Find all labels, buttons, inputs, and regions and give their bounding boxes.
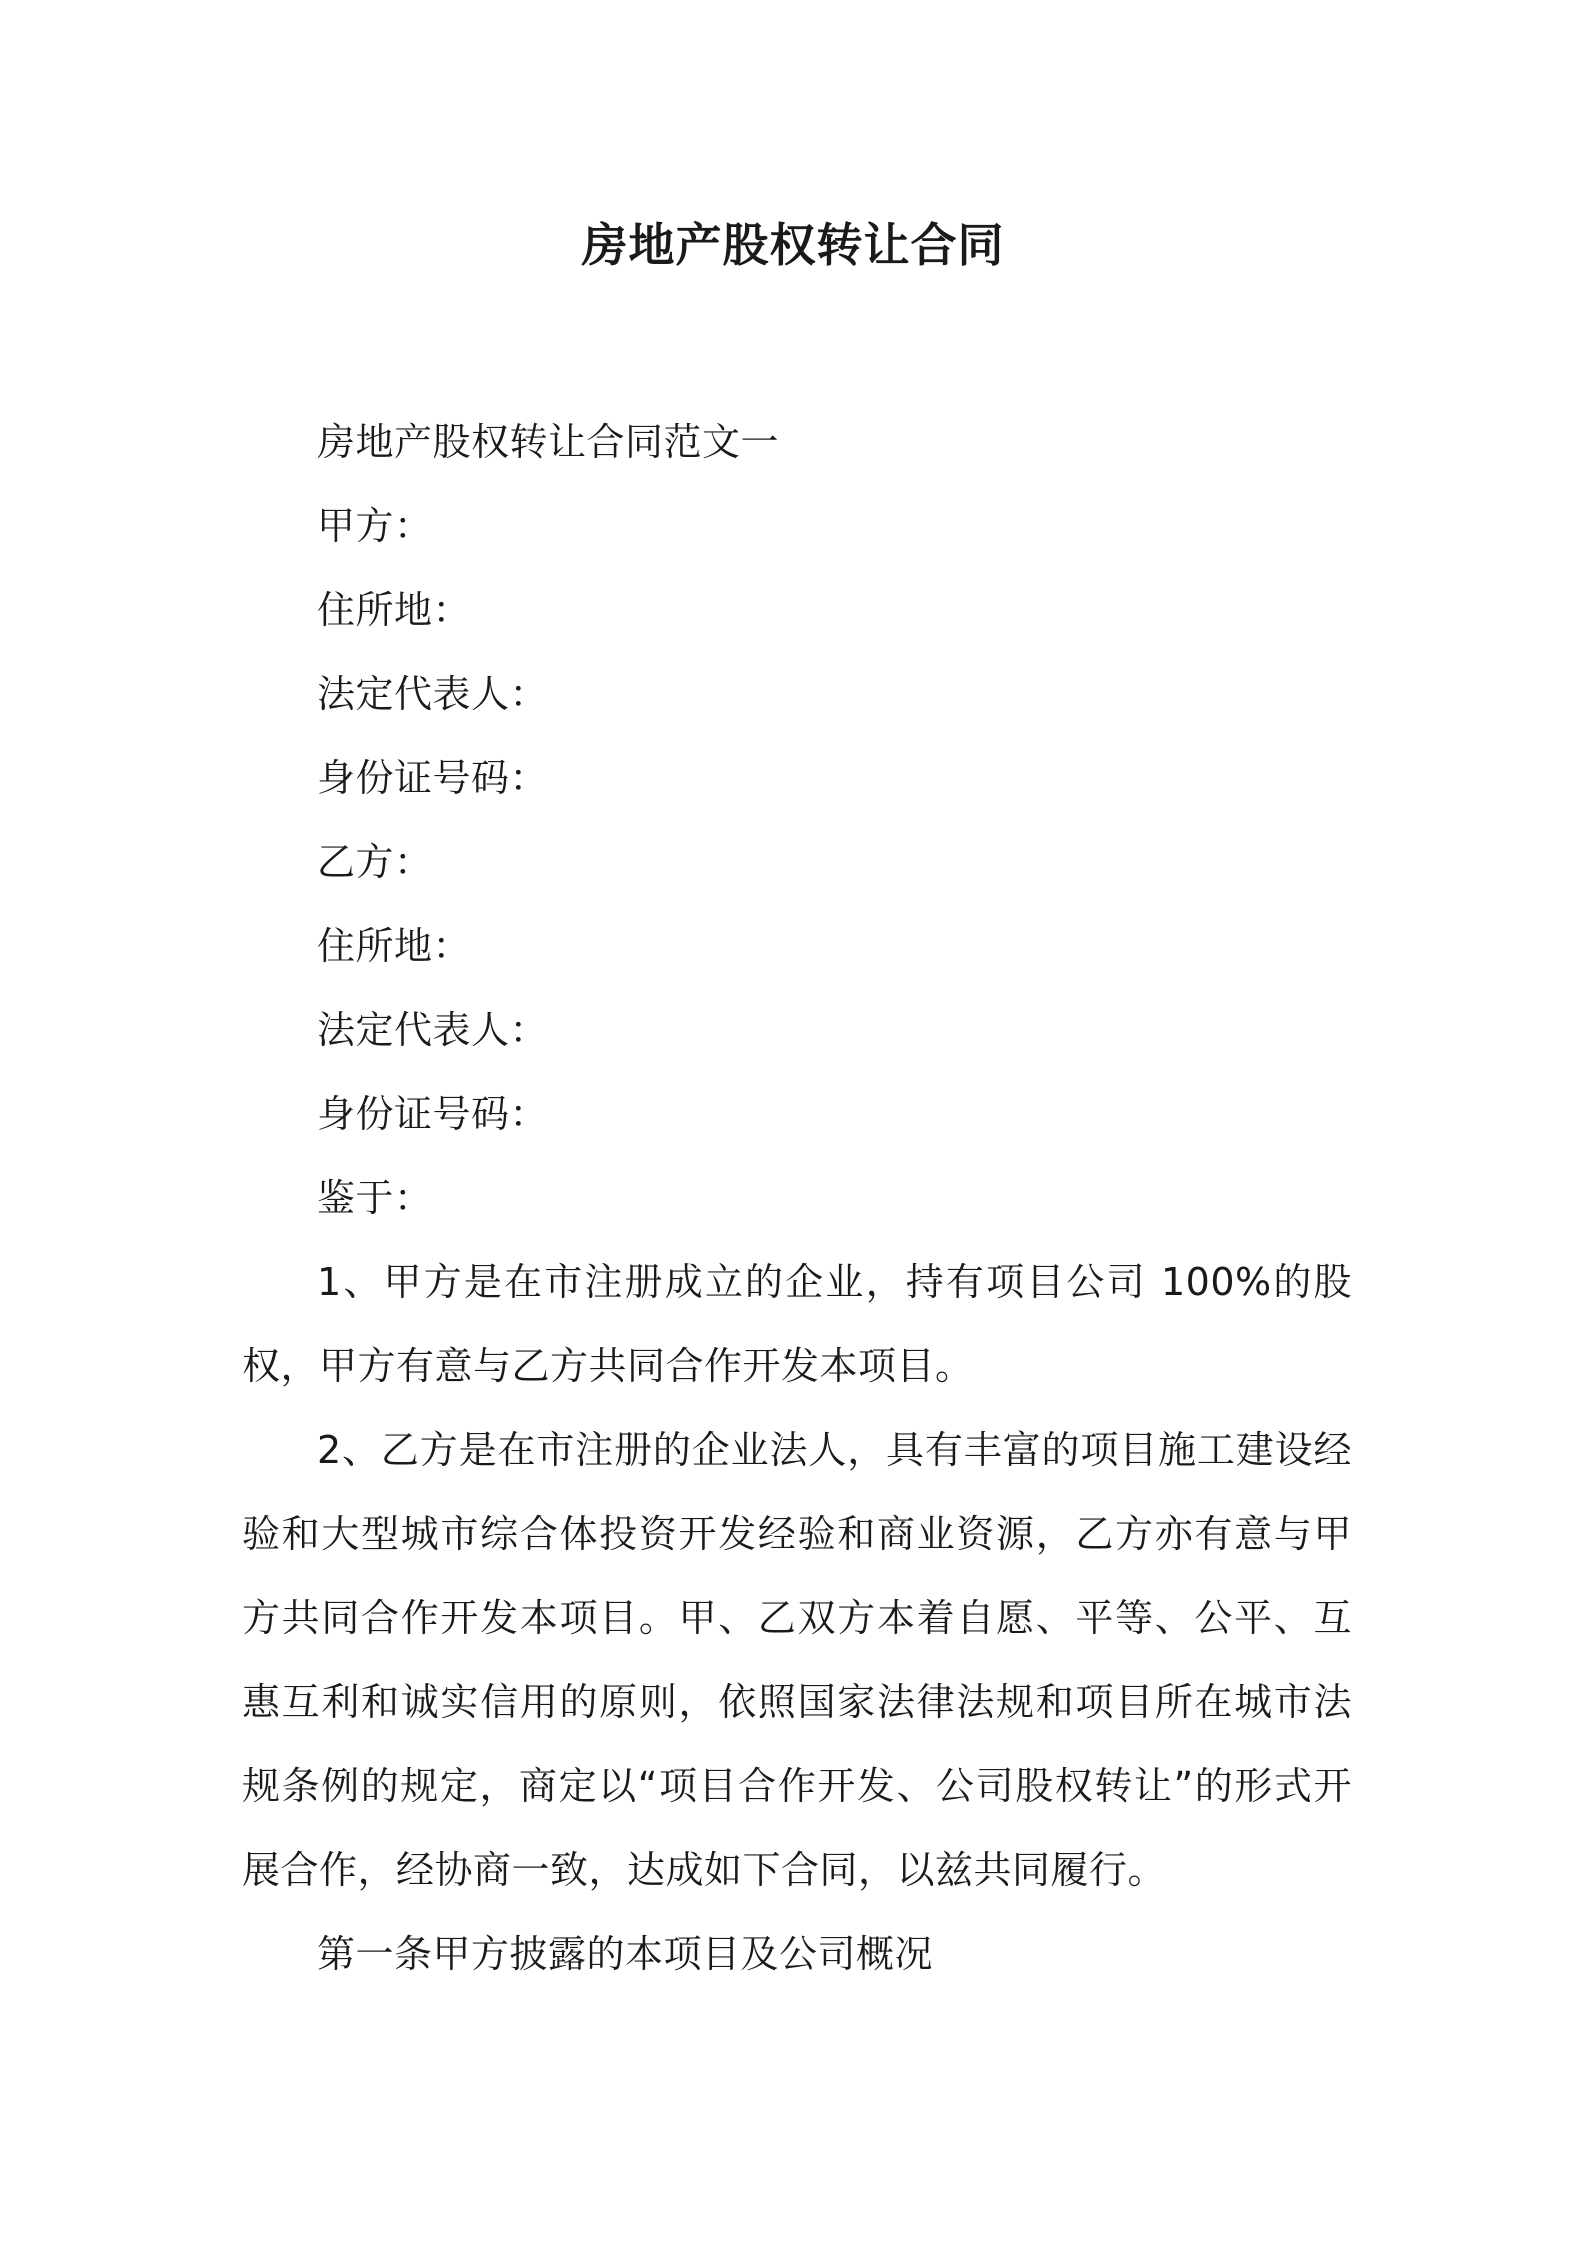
party-b-legal-rep: 法定代表人： bbox=[317, 1008, 549, 1052]
article-1-heading: 第一条甲方披露的本项目及公司概况 bbox=[317, 1932, 934, 1976]
party-a-label: 甲方： bbox=[317, 504, 433, 548]
party-a-address: 住所地： bbox=[317, 588, 472, 632]
whereas-label: 鉴于： bbox=[317, 1176, 433, 1220]
party-a-legal-rep: 法定代表人： bbox=[317, 672, 549, 716]
document-body bbox=[242, 400, 1352, 1996]
document-subtitle: 房地产股权转让合同范文一 bbox=[317, 420, 780, 464]
party-b-label: 乙方： bbox=[317, 840, 433, 884]
party-a-id-number: 身份证号码： bbox=[317, 756, 549, 800]
document-title: 房地产股权转让合同 bbox=[581, 218, 1005, 272]
paragraph-2: 2、乙方是在市注册的企业法人，具有丰富的项目施工建设经验和大型城市综合体投资开发经验和商业资源，乙方亦有意与甲方共同合作开发本项目。甲、乙双方本着自愿、平等、公平、互惠互利和诚实信用的原则，依照国家法律法规和项目所在城市法规条例的规定，商定以“项目合作开发、公司股权转让”的形式开展合作，经协商一致，达成如下合同，以兹共同履行。 bbox=[242, 1428, 1352, 1892]
paragraph-1: 1、甲方是在市注册成立的企业，持有项目公司 100%的股权，甲方有意与乙方共同合作开发本项目。 bbox=[242, 1260, 1352, 1388]
party-b-id-number: 身份证号码： bbox=[317, 1092, 549, 1136]
party-b-address: 住所地： bbox=[317, 924, 472, 968]
